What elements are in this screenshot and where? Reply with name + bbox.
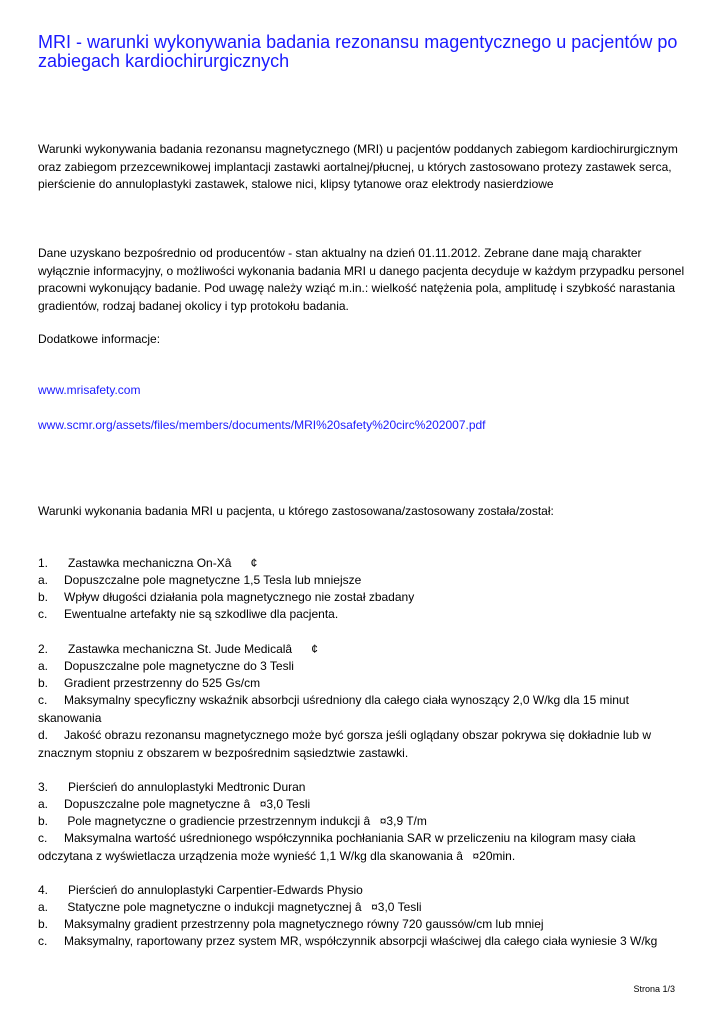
item-letter: a.	[38, 797, 49, 811]
link-scmr-pdf[interactable]: www.scmr.org/assets/files/members/documents/MRI%20safety%20circ%202007.pdf	[38, 418, 486, 432]
item-text: Wpływ długości działania pola magnetycznego nie został zbadany	[64, 590, 415, 604]
section-title: Zastawka mechaniczna St. Jude Medicalâ¢	[68, 642, 318, 656]
list-item	[38, 933, 657, 951]
list-item	[38, 899, 422, 917]
link-mrisafety[interactable]: www.mrisafety.com	[38, 383, 141, 397]
list-item	[38, 830, 688, 865]
item-letter: b.	[38, 676, 49, 690]
item-text: Maksymalny gradient przestrzenny pola magnetycznego równy 720 gaussów/cm lub mniej	[64, 917, 544, 931]
list-item	[38, 572, 361, 590]
item-letter: c.	[38, 934, 48, 948]
item-letter: b.	[38, 814, 49, 828]
list-item	[38, 675, 260, 693]
additional-info-label: Dodatkowe informacje:	[38, 332, 161, 346]
section-title: Pierścień do annuloplastyki Medtronic Duran	[68, 780, 306, 794]
list-item	[38, 916, 544, 934]
list-item	[38, 692, 688, 727]
list-item	[38, 813, 427, 831]
item-text: Dopuszczalne pole magnetyczne do 3 Tesli	[64, 659, 294, 673]
section-heading	[38, 555, 257, 573]
section-number: 4.	[38, 883, 49, 897]
list-item	[38, 589, 414, 607]
section-title: Zastawka mechaniczna On-Xâ¢	[68, 556, 258, 570]
list-item	[38, 658, 294, 676]
document-title: MRI - warunki wykonywania badania rezonansu magentycznego u pacjentów po zabiegach kardiochirurgicznych	[38, 32, 678, 71]
section-heading	[38, 882, 363, 900]
item-letter: b.	[38, 590, 49, 604]
item-text: Dopuszczalne pole magnetyczne 1,5 Tesla lub mniejsze	[64, 573, 362, 587]
item-letter: b.	[38, 917, 49, 931]
section-title: Pierścień do annuloplastyki Carpentier-Edwards Physio	[68, 883, 363, 897]
item-text: Pole magnetyczne o gradiencie przestrzennym indukcji â¤3,9 T/m	[64, 814, 427, 828]
item-text: Maksymalna wartość uśrednionego współczynnika pochłaniania SAR w przeliczeniu na kilogram masy ciała odczytana z wyświetlacza urządzenia może wynieść 1,1 W/kg dla skanowania â¤20min.	[38, 831, 636, 863]
item-letter: c.	[38, 831, 48, 845]
page-number: Strona 1/3	[633, 984, 675, 994]
item-letter: c.	[38, 693, 48, 707]
item-letter: a.	[38, 573, 49, 587]
item-text: Dopuszczalne pole magnetyczne â¤3,0 Tesli	[64, 797, 311, 811]
list-item	[38, 606, 338, 624]
section-heading	[38, 641, 318, 659]
item-text: Statyczne pole magnetyczne o indukcji magnetycznej â¤3,0 Tesli	[64, 900, 422, 914]
intro-paragraph: Warunki wykonywania badania rezonansu magnetycznego (MRI) u pacjentów poddanych zabiegom kardiochirurgicznym oraz zabiegom przezcewnikowej implantacji zastawki aortalnej/płucnej, u których zastosowano protezy zastawek serca, pierścienie do annuloplastyki zastawek, stalowe nici, klipsy tytanowe oraz elektrody nasierdziowe	[38, 142, 678, 191]
item-text: Gradient przestrzenny do 525 Gs/cm	[64, 676, 261, 690]
conditions-intro: Warunki wykonania badania MRI u pacjenta, u którego zastosowana/zastosowany została/został:	[38, 504, 554, 518]
item-letter: d.	[38, 728, 49, 742]
list-item	[38, 796, 310, 814]
section-heading	[38, 779, 305, 797]
item-text: Maksymalny, raportowany przez system MR, współczynnik absorpcji właściwej dla całego ciała wyniesie 3 W/kg	[64, 934, 658, 948]
item-text: Jakość obrazu rezonansu magnetycznego może być gorsza jeśli oglądany obszar pokrywa się dokładnie lub w znacznym stopniu z obszarem w bezpośrednim sąsiedztwie zastawki.	[38, 728, 651, 760]
item-text: Maksymalny specyficzny wskaźnik absorbcji uśredniony dla całego ciała wynoszący 2,0 W/kg dla 15 minut skanowania	[38, 693, 629, 725]
item-letter: c.	[38, 607, 48, 621]
section-number: 3.	[38, 780, 49, 794]
section-number: 1.	[38, 556, 49, 570]
item-text: Ewentualne artefakty nie są szkodliwe dla pacjenta.	[64, 607, 339, 621]
list-item	[38, 727, 688, 762]
item-letter: a.	[38, 900, 49, 914]
item-letter: a.	[38, 659, 49, 673]
section-number: 2.	[38, 642, 49, 656]
data-note-paragraph: Dane uzyskano bezpośrednio od producentów - stan aktualny na dzień 01.11.2012. Zebrane dane mają charakter wyłącznie informacyjny, o możliwości wykonania badania MRI u danego pacjenta decyduje w każdym przypadku personel pracowni wykonujący badanie. Pod uwagę należy wziąć m.in.: wielkość natężenia pola, amplitudę i szybkość narastania gradientów, rodzaj badanej okolicy i typ protokołu badania.	[38, 246, 685, 313]
